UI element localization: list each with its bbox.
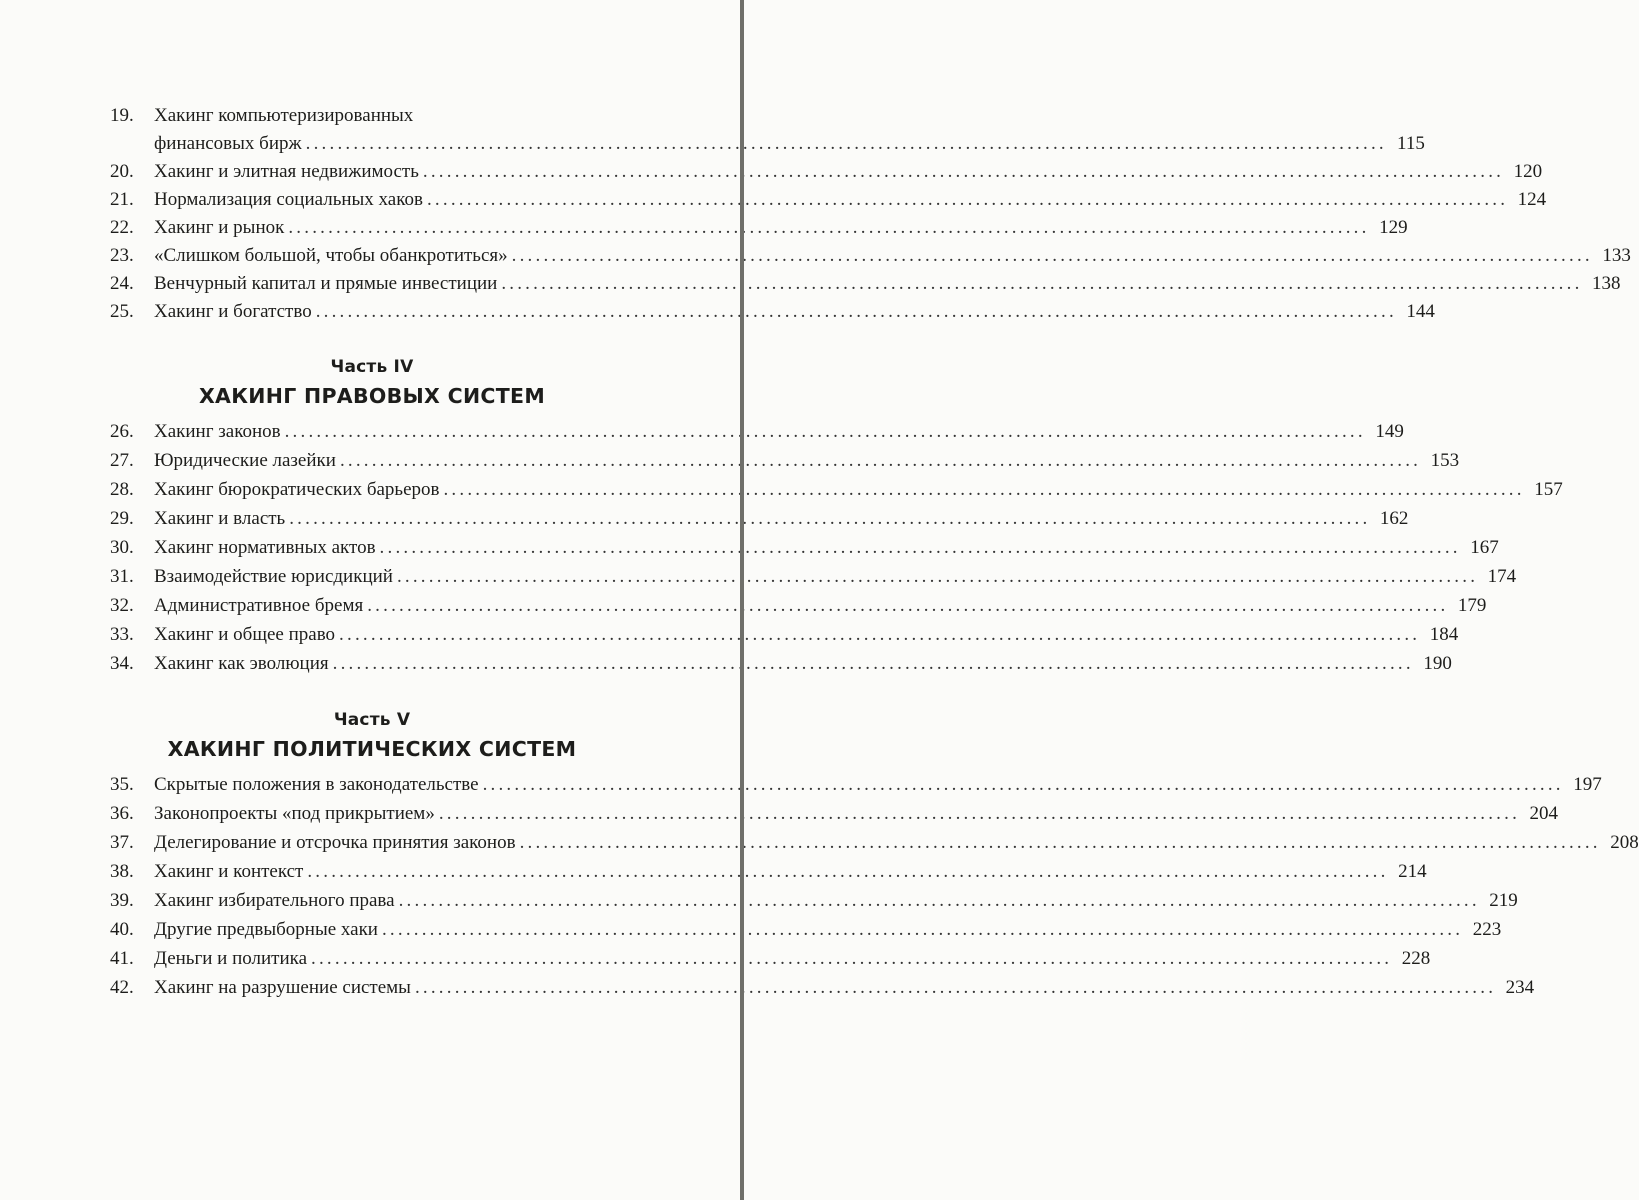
entry-title-line2: финансовых бирж	[154, 133, 302, 154]
toc-entry-39	[110, 887, 1518, 915]
entry-title: Хакинг и богатство	[154, 301, 312, 322]
page-number: 208	[1610, 832, 1639, 853]
page-number: 162	[1379, 508, 1409, 529]
dot-leader	[333, 650, 1414, 678]
entry-title-line1: Хакинг компьютеризированных	[154, 105, 414, 126]
page-number: 124	[1517, 189, 1547, 210]
dot-leader	[427, 186, 1508, 214]
entry-title: Деньги и политика	[154, 948, 308, 969]
entry-title: «Слишком большой, чтобы обанкротиться»	[154, 245, 508, 266]
entry-number: 33.	[110, 624, 134, 645]
toc-entry-37	[110, 829, 1639, 857]
entry-number: 32.	[110, 595, 134, 616]
entry-number: 34.	[110, 653, 134, 674]
toc-entry-38	[110, 858, 1427, 886]
page-number: 179	[1457, 595, 1487, 616]
toc-entry-31	[110, 563, 1517, 591]
dot-leader	[307, 858, 1388, 886]
toc-entry-20	[110, 158, 1543, 186]
entry-title: Нормализация социальных хаков	[154, 189, 423, 210]
entry-number: 42.	[110, 977, 134, 998]
page-number: 167	[1470, 537, 1499, 558]
page-number: 157	[1534, 479, 1563, 500]
part-5-label: Часть V	[333, 710, 411, 730]
toc-entry-25	[110, 298, 1435, 326]
entry-number: 29.	[110, 508, 134, 529]
dot-leader	[382, 916, 1463, 944]
dot-leader	[380, 534, 1461, 562]
page-number: 214	[1398, 861, 1427, 882]
page-number: 174	[1487, 566, 1517, 587]
entry-number: 22.	[110, 217, 134, 238]
page-number: 138	[1592, 273, 1621, 294]
dot-leader	[306, 130, 1387, 158]
toc-entry-42	[110, 974, 1535, 1002]
dot-leader	[520, 829, 1601, 857]
entry-title: Делегирование и отсрочка принятия законов	[154, 832, 516, 853]
entry-title: Хакинг избирательного права	[154, 890, 395, 911]
toc-entry-40	[110, 916, 1502, 944]
entry-title: Хакинг и элитная недвижимость	[154, 161, 419, 182]
entry-title: Юридические лазейки	[154, 450, 336, 471]
toc-entry-33	[110, 621, 1459, 649]
toc-entry-27	[110, 447, 1460, 475]
dot-leader	[367, 592, 1448, 620]
entry-title: Венчурный капитал и прямые инвестиции	[154, 273, 498, 294]
toc-entry-29	[110, 505, 1409, 533]
toc-entry-36	[110, 800, 1559, 828]
toc-entry-34	[110, 650, 1452, 678]
dot-leader	[512, 242, 1593, 270]
dot-leader	[285, 418, 1366, 446]
part-5-title: ХАКИНГ ПОЛИТИЧЕСКИХ СИСТЕМ	[167, 737, 577, 761]
entry-title: Хакинг бюрократических барьеров	[154, 479, 440, 500]
dot-leader	[439, 800, 1520, 828]
toc-entry-32	[110, 592, 1487, 620]
entry-title: Хакинг как эволюция	[154, 653, 329, 674]
dot-leader	[483, 771, 1564, 799]
entry-number: 40.	[110, 919, 134, 940]
toc-entry-22	[110, 214, 1408, 242]
page-number: 234	[1505, 977, 1535, 998]
dot-leader	[339, 621, 1420, 649]
entry-title: Хакинг законов	[154, 421, 281, 442]
part-4-title: ХАКИНГ ПРАВОВЫХ СИСТЕМ	[198, 384, 546, 408]
dot-leader	[340, 447, 1421, 475]
page-number: 190	[1423, 653, 1452, 674]
entry-title: Хакинг и власть	[154, 508, 286, 529]
entry-title: Хакинг и контекст	[154, 861, 304, 882]
page-number: 144	[1406, 301, 1435, 322]
page-number: 184	[1429, 624, 1459, 645]
page-number: 129	[1379, 217, 1408, 238]
page-number: 228	[1401, 948, 1431, 969]
entry-number: 36.	[110, 803, 134, 824]
page-number: 197	[1573, 774, 1602, 795]
dot-leader	[399, 887, 1480, 915]
page-number: 115	[1397, 133, 1425, 154]
page-number: 219	[1489, 890, 1518, 911]
entry-number: 30.	[110, 537, 134, 558]
toc-entry-24	[110, 270, 1621, 298]
entry-number: 25.	[110, 301, 134, 322]
entry-title: Хакинг на разрушение системы	[154, 977, 411, 998]
dot-leader	[423, 158, 1504, 186]
page-number: 133	[1602, 245, 1631, 266]
dot-leader	[501, 270, 1582, 298]
entry-title: Хакинг и общее право	[154, 624, 336, 645]
entry-number: 21.	[110, 189, 134, 210]
page-number: 149	[1375, 421, 1404, 442]
entry-title: Административное бремя	[154, 595, 364, 616]
entry-number: 19.	[110, 105, 134, 126]
entry-number: 24.	[110, 273, 134, 294]
entry-number: 20.	[110, 161, 134, 182]
entry-number: 39.	[110, 890, 134, 911]
entry-title: Законопроекты «под прикрытием»	[154, 803, 435, 824]
part-4-label: Часть IV	[330, 357, 414, 377]
toc-entry-26	[110, 418, 1404, 446]
dot-leader	[288, 214, 1369, 242]
entry-number: 26.	[110, 421, 134, 442]
entry-title: Хакинг нормативных актов	[154, 537, 376, 558]
entry-number: 27.	[110, 450, 134, 471]
entry-number: 28.	[110, 479, 134, 500]
entry-number: 38.	[110, 861, 134, 882]
dot-leader	[311, 945, 1392, 973]
entry-title: Взаимодействие юрисдикций	[154, 566, 393, 587]
page-number: 223	[1472, 919, 1502, 940]
page-number: 120	[1513, 161, 1543, 182]
toc-entry-30	[110, 534, 1499, 562]
dot-leader	[397, 563, 1478, 591]
entry-title: Другие предвыборные хаки	[154, 919, 378, 940]
entry-number: 41.	[110, 948, 134, 969]
entry-number: 35.	[110, 774, 134, 795]
toc-entry-23	[110, 242, 1631, 270]
entry-number: 31.	[110, 566, 134, 587]
toc-entry-21	[110, 186, 1547, 214]
dot-leader	[443, 476, 1524, 504]
page-number: 153	[1430, 450, 1460, 471]
dot-leader	[316, 298, 1397, 326]
page-number: 204	[1529, 803, 1559, 824]
dot-leader	[289, 505, 1370, 533]
toc-entry-19	[110, 102, 1425, 158]
entry-number: 23.	[110, 245, 134, 266]
page-edge-shadow	[740, 0, 744, 1200]
entry-title: Скрытые положения в законодательстве	[154, 774, 479, 795]
dot-leader	[415, 974, 1496, 1002]
toc-entry-41	[110, 945, 1431, 973]
toc-entry-35	[110, 771, 1602, 799]
toc-entry-28	[110, 476, 1563, 504]
entry-number: 37.	[110, 832, 134, 853]
entry-title: Хакинг и рынок	[154, 217, 285, 238]
